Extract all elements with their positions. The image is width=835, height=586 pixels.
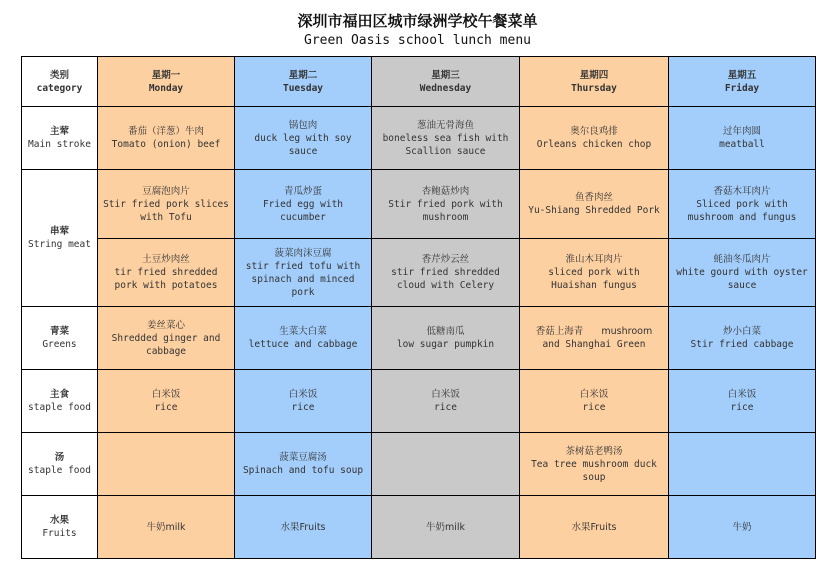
row-label-greens — [22, 307, 98, 370]
menu-cell-empty — [372, 433, 520, 496]
dish-en: rice — [434, 402, 457, 413]
dish-en: Stir fried pork slices with Tofu — [103, 198, 229, 223]
dish-zh: 菠菜肉沫豆腐 — [274, 247, 332, 259]
menu-cell — [669, 107, 816, 170]
dish-zh: 奥尔良鸡排 — [570, 126, 618, 137]
dish-en: rice — [582, 402, 606, 413]
dish-en: Fried egg with cucumber — [262, 198, 344, 223]
menu-cell — [669, 370, 816, 433]
page-subtitle: Green Oasis school lunch menu — [304, 33, 531, 48]
dish-zh: 白米饭 — [579, 389, 609, 400]
dish-en: low sugar pumpkin — [396, 339, 495, 350]
dish-en: meatball — [719, 139, 765, 150]
header-day-thursday — [520, 57, 669, 107]
row-main-stroke — [22, 107, 816, 170]
menu-cell — [669, 496, 816, 559]
menu-cell — [235, 496, 372, 559]
menu-cell — [235, 239, 372, 307]
menu-cell — [98, 107, 235, 170]
dish-en: stir fried shredded cloud with Celery — [391, 267, 500, 291]
dish-zh: 炒小白菜 — [722, 326, 761, 337]
menu-cell — [520, 170, 669, 239]
row-label-en: staple food — [28, 402, 91, 413]
menu-cell-empty — [669, 433, 816, 496]
dish-en: Tomato (onion) beef — [111, 139, 221, 150]
dish-en: Tea tree mushroom duck soup — [531, 458, 657, 483]
header-category-en: category — [36, 82, 83, 94]
dish-en: white gourd with oyster sauce — [676, 267, 808, 291]
dish-zh: 淮山木耳肉片 — [565, 254, 623, 265]
page-title: 深圳市福田区城市绿洲学校午餐菜单 — [297, 12, 538, 30]
row-soup — [22, 433, 816, 496]
dish-zh: 香芹炒云丝 — [421, 254, 470, 265]
dish-en: rice — [291, 402, 315, 413]
row-string-meat-b — [22, 239, 816, 307]
dish-en: Yu-Shiang Shredded Pork — [528, 205, 660, 216]
row-label-main-stroke — [22, 107, 98, 170]
dish-en: duck leg with soy sauce — [254, 132, 352, 157]
menu-cell — [520, 370, 669, 433]
day-zh: 星期二 — [288, 69, 318, 81]
menu-cell — [98, 239, 235, 307]
menu-cell — [669, 170, 816, 239]
row-greens — [22, 307, 816, 370]
header-day-monday — [98, 57, 235, 107]
menu-cell — [235, 307, 372, 370]
day-en: Wednesday — [419, 82, 472, 94]
row-label-fruits — [22, 496, 98, 559]
menu-cell — [520, 496, 669, 559]
menu-cell — [520, 107, 669, 170]
day-zh: 星期五 — [727, 69, 757, 81]
dish-zh: 姜丝菜心 — [146, 319, 185, 331]
row-label-zh: 主荤 — [49, 126, 69, 137]
dish-en: lettuce and cabbage — [248, 339, 358, 350]
dish-zh: 杏鲍菇炒肉 — [421, 185, 470, 197]
menu-cell — [98, 496, 235, 559]
menu-cell — [372, 370, 520, 433]
row-label-zh: 汤 — [54, 452, 65, 463]
dish-zh: 青瓜炒蛋 — [283, 185, 322, 197]
dish-en: Shredded ginger and cabbage — [111, 332, 221, 357]
dish-en: Sliced pork with mushroom and fungus — [687, 198, 797, 223]
dish-en: Spinach and tofu soup — [242, 465, 364, 476]
menu-cell — [669, 239, 816, 307]
menu-cell — [372, 496, 520, 559]
row-label-string-meat — [22, 170, 98, 307]
day-zh: 星期三 — [431, 69, 460, 81]
dish-zh: 菠菜豆腐汤 — [279, 452, 327, 463]
row-staple-food — [22, 370, 816, 433]
menu-cell — [372, 107, 520, 170]
row-label-zh: 主食 — [49, 389, 69, 400]
menu-cell — [235, 107, 372, 170]
row-label-zh: 水果 — [49, 515, 69, 526]
menu-cell — [98, 370, 235, 433]
menu-cell — [98, 307, 235, 370]
fruit-text: 水果Fruits — [280, 521, 326, 533]
dish-zh: 白米饭 — [727, 389, 757, 400]
fruit-text: 牛奶 — [732, 521, 752, 533]
dish-en: Orleans chicken chop — [536, 139, 652, 150]
dish-zh: 香菇木耳肉片 — [713, 185, 771, 197]
header-row — [22, 57, 816, 107]
row-label-soup — [22, 433, 98, 496]
menu-cell — [98, 170, 235, 239]
dish-zh: 锅包肉 — [288, 119, 318, 131]
dish-zh: 土豆炒肉丝 — [142, 254, 190, 265]
menu-cell — [235, 433, 372, 496]
menu-cell — [669, 307, 816, 370]
dish-zh: 香菇上海青 mushroom — [535, 326, 653, 337]
dish-en: Stir fried cabbage — [690, 339, 794, 350]
dish-zh: 番茄（洋葱）牛肉 — [127, 126, 204, 137]
row-label-zh: 串荤 — [49, 226, 69, 237]
header-category-zh: 类别 — [49, 69, 69, 81]
day-en: Thursday — [571, 82, 617, 94]
dish-en: rice — [154, 402, 178, 413]
menu-cell — [372, 170, 520, 239]
dish-zh: 低糖南瓜 — [426, 326, 465, 337]
dish-en: boneless sea fish with Scallion sauce — [382, 132, 509, 157]
header-day-friday — [669, 57, 816, 107]
dish-en: stir fried tofu with spinach and minced pork — [245, 260, 361, 298]
dish-zh: 茶树菇老鸭汤 — [565, 445, 623, 457]
row-label-en: staple food — [28, 465, 91, 476]
day-en: Monday — [148, 82, 184, 94]
dish-en: sliced pork with Huaishan fungus — [548, 267, 640, 291]
header-day-wednesday — [372, 57, 520, 107]
menu-cell — [235, 370, 372, 433]
menu-cell — [520, 307, 669, 370]
fruit-text: 牛奶milk — [146, 521, 186, 533]
dish-zh: 豆腐泡肉片 — [142, 185, 190, 197]
dish-zh: 过年肉圆 — [722, 126, 761, 137]
menu-cell — [520, 433, 669, 496]
menu-cell — [372, 307, 520, 370]
day-en: Friday — [724, 82, 760, 94]
menu-cell — [520, 239, 669, 307]
dish-en: rice — [730, 402, 754, 413]
header-category-cell — [22, 57, 98, 107]
row-label-en: Greens — [42, 339, 77, 350]
row-label-en: String meat — [28, 239, 91, 250]
menu-cell-empty — [98, 433, 235, 496]
dish-zh: 白米饭 — [431, 389, 460, 400]
fruit-text: 牛奶milk — [425, 521, 466, 533]
row-fruits — [22, 496, 816, 559]
day-en: Tuesday — [282, 82, 324, 94]
menu-cell — [235, 170, 372, 239]
row-string-meat-a — [22, 170, 816, 239]
dish-zh: 葱油无骨海鱼 — [416, 119, 474, 131]
menu-cell — [372, 239, 520, 307]
dish-zh: 鱼香肉丝 — [574, 192, 613, 203]
row-label-staple-food — [22, 370, 98, 433]
fruit-text: 水果Fruits — [571, 521, 617, 533]
dish-en: Stir fried pork with mushroom — [388, 198, 503, 223]
header-day-tuesday — [235, 57, 372, 107]
row-label-en: Main stroke — [28, 139, 91, 150]
dish-en: and Shanghai Green — [542, 339, 646, 350]
day-zh: 星期一 — [151, 69, 181, 81]
day-zh: 星期四 — [579, 69, 609, 81]
dish-zh: 白米饭 — [288, 389, 318, 400]
row-label-zh: 青菜 — [49, 326, 69, 337]
dish-en: tir fried shredded pork with potatoes — [114, 267, 218, 291]
row-label-en: Fruits — [42, 528, 77, 539]
dish-zh: 白米饭 — [151, 389, 181, 400]
lunch-menu-table — [21, 56, 816, 559]
dish-zh: 生菜大白菜 — [279, 326, 327, 337]
dish-zh: 蚝油冬瓜肉片 — [713, 254, 771, 265]
